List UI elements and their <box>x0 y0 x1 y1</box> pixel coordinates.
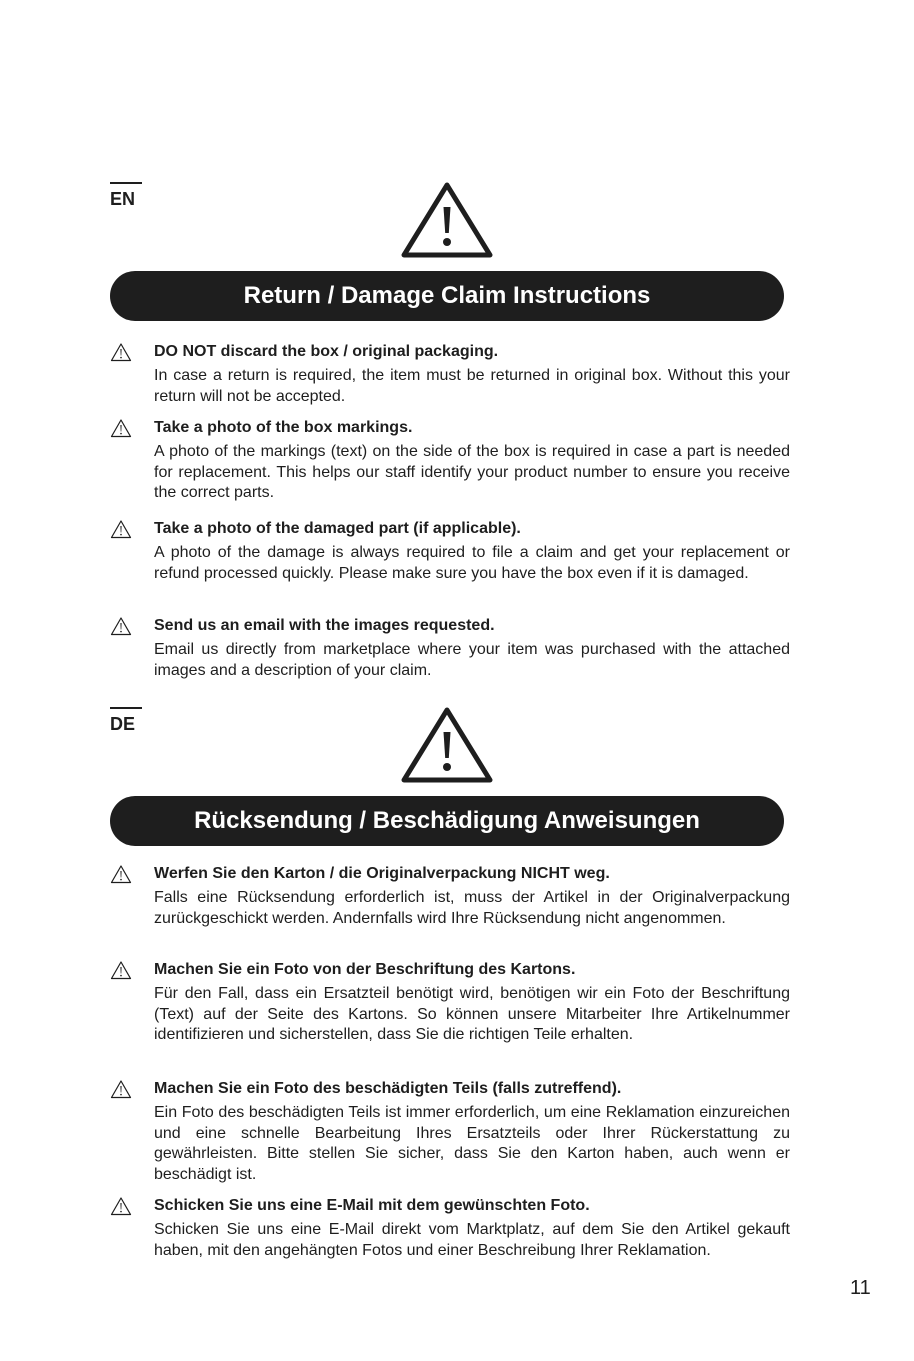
language-tag-en: EN <box>110 182 142 209</box>
instruction-body: In case a return is required, the item must be returned in original box. Without this your return will not be accepted. <box>154 367 790 405</box>
warning-icon <box>110 1196 132 1216</box>
section-banner-en: Return / Damage Claim Instructions <box>110 271 784 321</box>
instruction-item-de-1 <box>110 864 790 929</box>
instruction-item-en-4 <box>110 616 790 681</box>
warning-icon <box>110 342 132 362</box>
instruction-body: Email us directly from marketplace where your item was purchased with the attached images and a description of your claim. <box>154 641 790 679</box>
warning-icon <box>110 864 132 884</box>
instruction-body: Falls eine Rücksendung erforderlich ist, muss der Artikel in der Originalverpackung zurückgeschickt werden. Andernfalls wird Ihre Rücksendung nicht angenommen. <box>154 889 790 927</box>
page-number: 11 <box>850 1277 871 1299</box>
warning-icon <box>110 960 132 980</box>
warning-icon <box>110 1079 132 1099</box>
instruction-title: Take a photo of the damaged part (if applicable). <box>154 520 521 537</box>
warning-icon <box>110 519 132 539</box>
instruction-title: Schicken Sie uns eine E-Mail mit dem gewünschten Foto. <box>154 1197 590 1214</box>
instruction-item-de-2 <box>110 960 790 1046</box>
instruction-title: Machen Sie ein Foto von der Beschriftung des Kartons. <box>154 961 576 978</box>
instruction-body: A photo of the damage is always required to file a claim and get your replacement or refund processed quickly. Please make sure you have the box even if it is damaged. <box>154 544 790 582</box>
instruction-item-en-2 <box>110 418 790 504</box>
instruction-item-en-1 <box>110 342 790 407</box>
large-warning-icon <box>400 181 494 259</box>
language-tag-de: DE <box>110 707 142 734</box>
instruction-body: Schicken Sie uns eine E-Mail direkt vom Marktplatz, auf dem Sie den Artikel gekauft haben, mit den angehängten Fotos und einer Beschreibung Ihrer Reklamation. <box>154 1221 790 1259</box>
instruction-item-de-4 <box>110 1196 790 1261</box>
warning-icon <box>110 616 132 636</box>
instruction-title: Send us an email with the images requested. <box>154 617 495 634</box>
instruction-body: Ein Foto des beschädigten Teils ist immer erforderlich, um eine Reklamation einzureichen und eine schnelle Bearbeitung Ihres Ersatzteils oder Ihrer Rückerstattung zu gewährleisten. Bitte stellen Sie sicher, dass Sie den Karton haben, auch wenn er beschädigt ist. <box>154 1104 790 1183</box>
section-banner-de: Rücksendung / Beschädigung Anweisungen <box>110 796 784 846</box>
instruction-body: A photo of the markings (text) on the side of the box is required in case a part is needed for replacement. This helps our staff identify your product number to ensure you receive the correct parts. <box>154 443 790 501</box>
instruction-title: Take a photo of the box markings. <box>154 419 413 436</box>
instruction-body: Für den Fall, dass ein Ersatzteil benötigt wird, benötigen wir ein Foto der Beschriftung (Text) auf der Seite des Kartons. So können unsere Mitarbeiter Ihre Artikelnummer identifizieren und sicherstellen, dass Sie die richtigen Teile erhalten. <box>154 985 790 1043</box>
instruction-item-de-3 <box>110 1079 790 1185</box>
warning-icon <box>110 418 132 438</box>
instruction-item-en-3 <box>110 519 790 584</box>
large-warning-icon <box>400 706 494 784</box>
instruction-title: Machen Sie ein Foto des beschädigten Teils (falls zutreffend). <box>154 1080 622 1097</box>
instruction-title: Werfen Sie den Karton / die Originalverpackung NICHT weg. <box>154 865 610 882</box>
instruction-title: DO NOT discard the box / original packaging. <box>154 343 499 360</box>
